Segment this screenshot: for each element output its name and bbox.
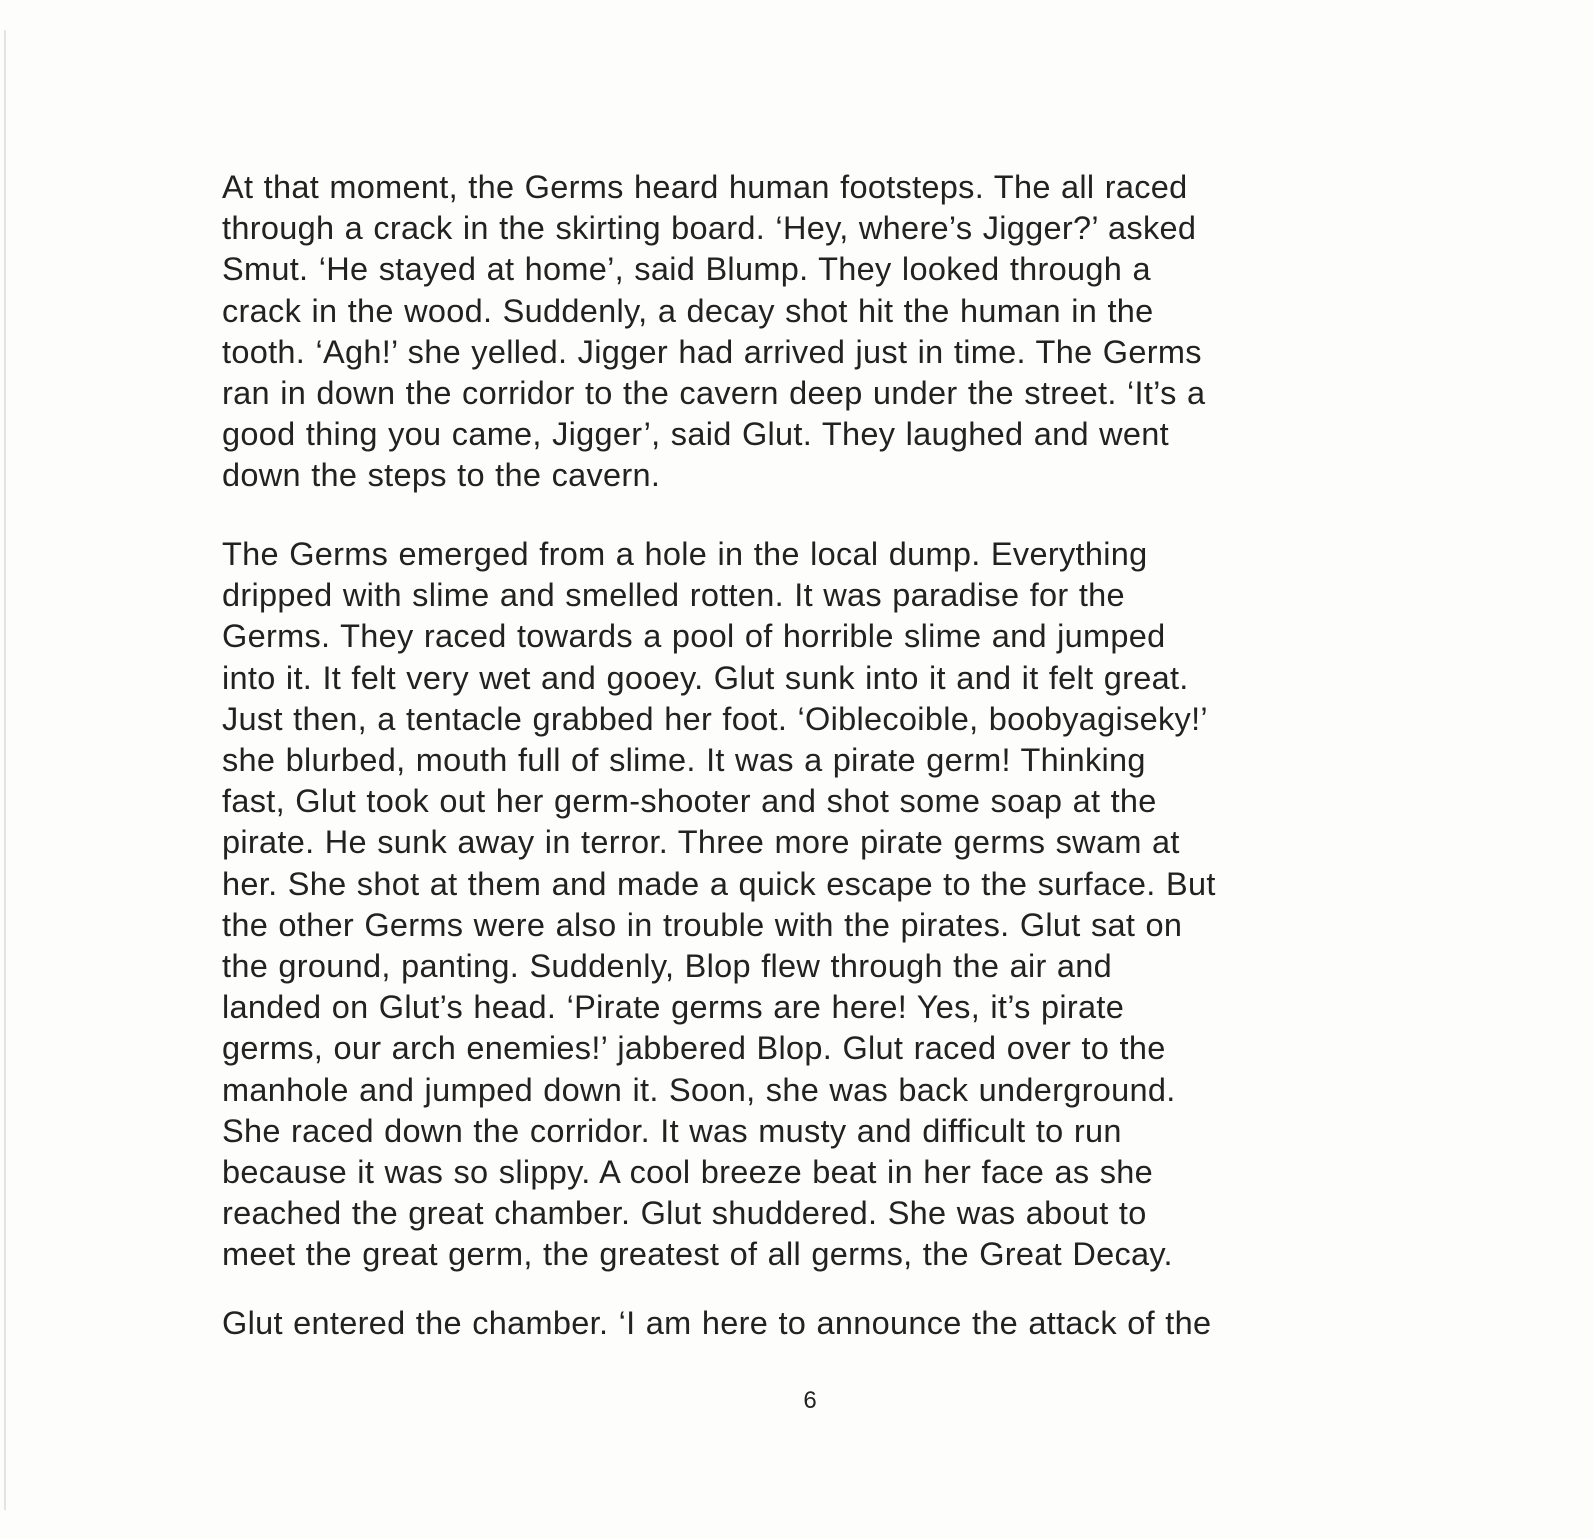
text-line: down the steps to the cavern.: [222, 457, 661, 494]
text-line: because it was so slippy. A cool breeze beat in her face as she: [222, 1154, 1153, 1191]
text-line: she blurbed, mouth full of slime. It was a pirate germ! Thinking: [222, 742, 1146, 779]
paragraph-3: [222, 1303, 1442, 1344]
text-line: fast, Glut took out her germ-shooter and shot some soap at the: [222, 783, 1157, 820]
page-edge: [4, 30, 6, 1510]
text-line: Germs. They raced towards a pool of horrible slime and jumped: [222, 618, 1166, 655]
text-line: landed on Glut’s head. ‘Pirate germs are here! Yes, it’s pirate: [222, 989, 1125, 1026]
text-line: germs, our arch enemies!’ jabbered Blop. Glut raced over to the: [222, 1030, 1166, 1067]
text-line: meet the great germ, the greatest of all germs, the Great Decay.: [222, 1236, 1173, 1273]
text-line: Glut entered the chamber. ‘I am here to announce the attack of the: [222, 1305, 1212, 1341]
text-line: through a crack in the skirting board. ‘Hey, where’s Jigger?’ asked: [222, 210, 1197, 247]
text-line: dripped with slime and smelled rotten. It was paradise for the: [222, 577, 1125, 614]
text-line: the ground, panting. Suddenly, Blop flew through the air and: [222, 948, 1113, 985]
text-line: The Germs emerged from a hole in the local dump. Everything: [222, 536, 1148, 572]
text-line: tooth. ‘Agh!’ she yelled. Jigger had arrived just in time. The Germs: [222, 333, 1202, 370]
text-line: crack in the wood. Suddenly, a decay shot hit the human in the: [222, 292, 1154, 329]
paragraph-2: [222, 534, 1442, 1276]
text-line: Smut. ‘He stayed at home’, said Blump. They looked through a: [222, 251, 1151, 288]
text-line: ran in down the corridor to the cavern deep under the street. ‘It’s a: [222, 375, 1206, 412]
text-line: the other Germs were also in trouble with the pirates. Glut sat on: [222, 906, 1183, 943]
text-line: good thing you came, Jigger’, said Glut. They laughed and went: [222, 416, 1170, 453]
page-number: 6: [803, 1387, 817, 1414]
text-line: pirate. He sunk away in terror. Three more pirate germs swam at: [222, 824, 1180, 861]
text-line: into it. It felt very wet and gooey. Glut sunk into it and it felt great.: [222, 659, 1189, 696]
text-line: reached the great chamber. Glut shuddered. She was about to: [222, 1195, 1147, 1232]
text-line: Just then, a tentacle grabbed her foot. ‘Oiblecoible, boobyagiseky!’: [222, 700, 1208, 737]
text-line: manhole and jumped down it. Soon, she was back underground.: [222, 1071, 1176, 1108]
text-line: At that moment, the Germs heard human footsteps. The all raced: [222, 169, 1188, 205]
text-line: She raced down the corridor. It was musty and difficult to run: [222, 1112, 1122, 1149]
text-line: her. She shot at them and made a quick escape to the surface. But: [222, 865, 1216, 902]
paragraph-1: [222, 167, 1442, 497]
